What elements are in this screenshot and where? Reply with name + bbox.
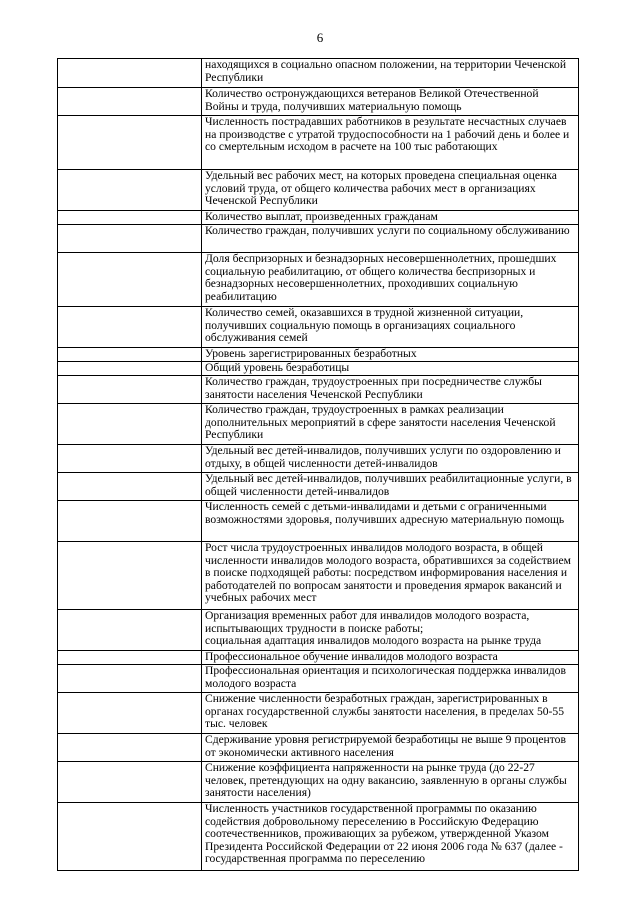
empty-left-cell bbox=[58, 225, 202, 253]
indicator-text: Количество граждан, трудоустроенных при посредничестве службы занятости населения Чеченской Республики bbox=[205, 375, 542, 401]
empty-left-cell bbox=[58, 693, 202, 734]
table-row bbox=[58, 501, 579, 542]
page-number: 6 bbox=[316, 30, 324, 45]
table-row bbox=[58, 734, 579, 762]
empty-left-cell bbox=[58, 376, 202, 404]
indicator-text: Удельный вес детей-инвалидов, получивших реабилитационные услуги, в общей численности детей-инвалидов bbox=[205, 472, 572, 498]
empty-left-cell bbox=[58, 762, 202, 803]
table-row bbox=[58, 445, 579, 473]
table-row bbox=[58, 253, 579, 307]
indicator-text: находящихся в социально опасном положении, на территории Чеченской Республики bbox=[205, 58, 567, 84]
indicator-cell bbox=[202, 734, 579, 762]
indicator-text: Доля беспризорных и безнадзорных несовершеннолетних, прошедших социальную реабилитацию, от общего количества беспризорных и безнадзорных несовершеннолетних, проходивших социальную реабилитацию bbox=[205, 252, 557, 303]
indicator-cell bbox=[202, 225, 579, 253]
table-row bbox=[58, 473, 579, 501]
empty-left-cell bbox=[58, 307, 202, 348]
indicator-cell bbox=[202, 376, 579, 404]
indicator-cell bbox=[202, 116, 579, 170]
table-row bbox=[58, 542, 579, 610]
indicator-text: Общий уровень безработицы bbox=[205, 361, 350, 374]
indicator-text: Удельный вес рабочих мест, на которых проведена специальная оценка условий труда, от общего количества рабочих мест в организациях Чеченской Республики bbox=[205, 169, 557, 208]
table-row bbox=[58, 116, 579, 170]
empty-left-cell bbox=[58, 445, 202, 473]
indicator-cell bbox=[202, 473, 579, 501]
indicator-text: Профессиональная ориентация и психологическая поддержка инвалидов молодого возраста bbox=[205, 664, 566, 690]
indicator-cell bbox=[202, 88, 579, 116]
indicator-text: Количество граждан, получивших услуги по социальному обслуживанию bbox=[205, 224, 570, 237]
empty-left-cell bbox=[58, 211, 202, 225]
indicator-text: Снижение коэффициента напряженности на рынке труда (до 22-27 человек, претендующих на одну вакансию, заявленную в органы службы занятости населения) bbox=[205, 761, 567, 800]
table-row bbox=[58, 170, 579, 211]
table-row bbox=[58, 665, 579, 693]
empty-left-cell bbox=[58, 665, 202, 693]
table-row bbox=[58, 693, 579, 734]
indicator-text: Рост числа трудоустроенных инвалидов молодого возраста, в общей численности инвалидов молодого возраста, обратившихся за содействием в поиске подходящей работы: посредством информирования населения и работодателей по вопросам занятости и проведения ярмарок вакансий и учебных рабочих мест bbox=[205, 541, 571, 605]
empty-left-cell bbox=[58, 170, 202, 211]
indicator-text: Уровень зарегистрированных безработных bbox=[205, 347, 417, 360]
empty-left-cell bbox=[58, 734, 202, 762]
empty-left-cell bbox=[58, 116, 202, 170]
table-row bbox=[58, 211, 579, 225]
table-row bbox=[58, 803, 579, 871]
indicators-table bbox=[57, 58, 579, 871]
indicator-text: Численность участников государственной программы по оказанию содействия добровольному переселению в Российскую Федерацию соотечественников, проживающих за рубежом, утвержденной Указом Президента Российской Федерации от 22 июня 2006 года № 637 (далее - государственная программа по переселению bbox=[205, 802, 563, 866]
indicator-text: Количество остронуждающихся ветеранов Великой Отечественной Войны и труда, получивших материальную помощь bbox=[205, 87, 539, 113]
empty-left-cell bbox=[58, 88, 202, 116]
indicator-text: Удельный вес детей-инвалидов, получивших услуги по оздоровлению и отдыху, в общей численности детей-инвалидов bbox=[205, 444, 561, 470]
indicator-text: Сдерживание уровня регистрируемой безработицы не выше 9 процентов от экономически активного населения bbox=[205, 733, 566, 759]
indicator-cell bbox=[202, 307, 579, 348]
table-row bbox=[58, 404, 579, 445]
indicator-text: Количество семей, оказавшихся в трудной жизненной ситуации, получивших социальную помощь в организациях социального обслуживания семей bbox=[205, 306, 524, 345]
table-row bbox=[58, 651, 579, 665]
empty-left-cell bbox=[58, 651, 202, 665]
empty-left-cell bbox=[58, 253, 202, 307]
indicator-text: Количество выплат, произведенных гражданам bbox=[205, 210, 438, 223]
indicator-text: Численность семей с детьми-инвалидами и детьми с ограниченными возможностями здоровья, получивших адресную материальную помощь bbox=[205, 500, 565, 526]
table-row bbox=[58, 225, 579, 253]
indicator-cell bbox=[202, 404, 579, 445]
indicator-text: Снижение численности безработных граждан, зарегистрированных в органах государственной службы занятости населения, в пределах 50-55 тыс. человек bbox=[205, 692, 565, 731]
table-row bbox=[58, 610, 579, 651]
table-row bbox=[58, 376, 579, 404]
indicator-cell bbox=[202, 651, 579, 665]
indicator-cell bbox=[202, 253, 579, 307]
indicator-cell bbox=[202, 445, 579, 473]
empty-left-cell bbox=[58, 803, 202, 871]
indicator-cell bbox=[202, 542, 579, 610]
table-row bbox=[58, 59, 579, 88]
empty-left-cell bbox=[58, 610, 202, 651]
indicator-cell bbox=[202, 665, 579, 693]
indicators-table-body bbox=[58, 59, 579, 871]
indicator-cell bbox=[202, 362, 579, 376]
indicator-cell bbox=[202, 211, 579, 225]
indicator-cell bbox=[202, 348, 579, 362]
table-row bbox=[58, 362, 579, 376]
indicator-cell bbox=[202, 170, 579, 211]
table-row bbox=[58, 88, 579, 116]
indicator-cell bbox=[202, 693, 579, 734]
empty-left-cell bbox=[58, 362, 202, 376]
indicator-cell bbox=[202, 803, 579, 871]
table-row bbox=[58, 307, 579, 348]
table-row bbox=[58, 348, 579, 362]
empty-left-cell bbox=[58, 404, 202, 445]
empty-left-cell bbox=[58, 542, 202, 610]
indicator-cell bbox=[202, 59, 579, 88]
indicator-text: Профессиональное обучение инвалидов молодого возраста bbox=[205, 650, 498, 663]
empty-left-cell bbox=[58, 348, 202, 362]
indicator-cell bbox=[202, 762, 579, 803]
indicator-text: Количество граждан, трудоустроенных в рамках реализации дополнительных мероприятий в сфере занятости населения Чеченской Республики bbox=[205, 403, 556, 442]
table-row bbox=[58, 762, 579, 803]
indicator-text: Численность пострадавших работников в результате несчастных случаев на производстве с утратой трудоспособности на 1 рабочий день и более и со смертельным исходом в расчете на 100 тыс работающих bbox=[205, 115, 570, 154]
empty-left-cell bbox=[58, 501, 202, 542]
indicator-cell bbox=[202, 610, 579, 651]
indicator-cell bbox=[202, 501, 579, 542]
empty-left-cell bbox=[58, 59, 202, 88]
empty-left-cell bbox=[58, 473, 202, 501]
indicator-text: Организация временных работ для инвалидов молодого возраста, испытывающих трудности в поиске работы; социальная адаптация инвалидов молодого возраста на рынке труда bbox=[205, 609, 542, 648]
